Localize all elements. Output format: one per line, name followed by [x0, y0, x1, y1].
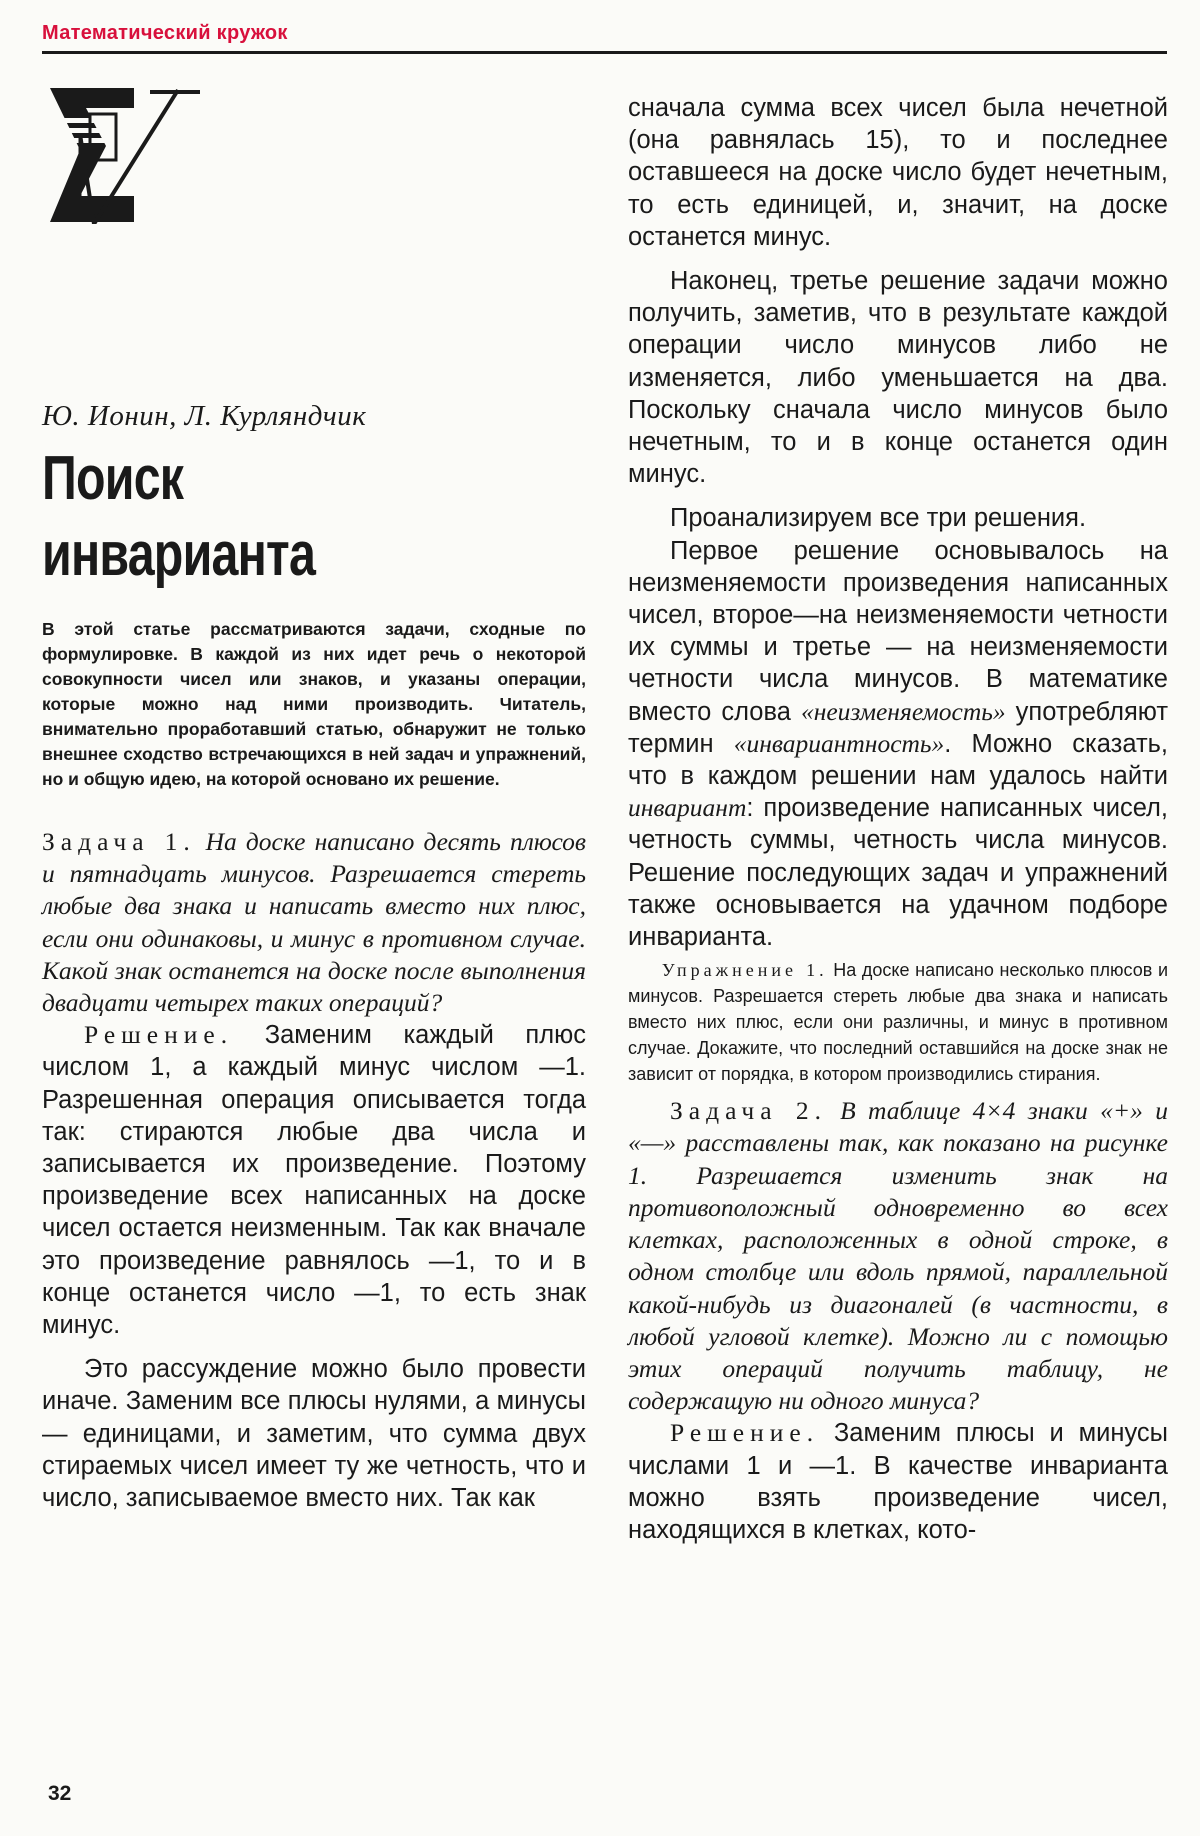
page-number: 32 — [48, 1782, 72, 1805]
title-line-1: Поиск — [42, 444, 184, 513]
article-title — [42, 441, 466, 593]
invariant-para-part-c: . Можно сказать, что в каждом решении нам удалось найти — [628, 729, 1168, 791]
term-invariance: «инвариантность» — [733, 728, 945, 758]
exercise-1-text: На доске написано несколько плюсов и минусов. Разрешается стереть любые два знака и написать вместо них плюс, если они различны, и минус в противном случае. Докажите, что последний оставшийся на доске знак не зависит от порядка, в котором производились стирания. — [628, 960, 1168, 1085]
solution-2-label: Решение. — [670, 1418, 820, 1448]
alternative-reasoning-continued: сначала сумма всех чисел была нечетной (она равнялась 15), то и последнее оставшееся на доске число будет нечетным, то есть единицей, и, значит, на доске останется минус. — [628, 94, 1168, 251]
title-line-2: инварианта — [42, 520, 316, 589]
alternative-reasoning: Это рассуждение можно было провести иначе. Заменим все плюсы нулями, а минусы — единицами, и заметим, что сумма двух стираемых чисел имеет ту же четность, что и число, записываемое вместо них. Так как — [42, 1355, 586, 1513]
problem-1-text: На доске написано десять плюсов и пятнадцать минусов. Разрешается стереть любые два знака и написать вместо них плюс, если они одинаковы, и минус в противном случае. Какой знак останется на доске после выполнения двадцати четырех таких операций? — [42, 827, 586, 1018]
section-title: Математический кружок — [42, 22, 288, 44]
exercise-1-label: Упражнение 1. — [661, 960, 828, 981]
left-column — [42, 400, 586, 1514]
problem-1 — [42, 826, 586, 1019]
solution-1-label: Решение. — [84, 1020, 234, 1050]
problem-2-text: В таблице 4×4 знаки «+» и «—» расставлены так, как показано на рисунке 1. Разрешается изменить знак на противоположный одновременно во всех клетках, расположенных в одной строке, в одном столбце или вдоль прямой, параллельной какой-нибудь из диагоналей (в частности, в любой угловой клетке). Можно ли с помощью этих операций получить таблицу, не содержащую ни одного минуса? — [628, 1096, 1168, 1416]
term-invariability: «неизменяемость» — [800, 696, 1006, 726]
term-invariant: инвариант — [628, 793, 747, 823]
invariant-paragraph — [628, 535, 1168, 954]
running-header — [42, 22, 1167, 54]
article-abstract: В этой статье рассматриваются задачи, сходные по формулировке. В каждой из них идет речь о некоторой совокупности чисел или знаков, и указаны операции, которые можно над ними производить. Читатель, внимательно проработавший статью, обнаружит не только внешнее сходство встречающихся в ней задач и упражнений, но и общую идею, на которой основано их решение. — [42, 619, 586, 789]
problem-1-label: Задача 1. — [42, 827, 196, 856]
problem-2-label: Задача 2. — [670, 1096, 828, 1126]
problem-2 — [628, 1095, 1168, 1417]
right-column — [628, 92, 1168, 1546]
invariant-para-part-b: употребляют термин — [628, 697, 1168, 758]
sigma-tick-logo-icon — [50, 84, 202, 224]
analysis-intro: Проанализируем все три решения. — [670, 504, 1087, 533]
solution-1-text: Заменим каждый плюс числом 1, а каждый минус числом —1. Разрешенная операция описывается тогда так: стираются любые два числа и записывается их произведение. Поэтому произведение всех написанных на доске чисел остается неизменным. Так как вначале это произведение равнялось —1, то и в конце останется число —1, то есть знак минус. — [42, 1021, 586, 1340]
solution-2 — [628, 1417, 1168, 1546]
invariant-para-part-d: : произведение написанных чисел, четность суммы, четность числа минусов. Решение последующих задач и упражнений также основывается на удачном подборе инварианта. — [628, 794, 1168, 952]
invariant-para-part-a: Первое решение основывалось на неизменяемости произведения написанных чисел, второе—на неизменяемости четности их суммы и третье — на неизменяемости четности числа минусов. В математике вместо слова — [628, 536, 1168, 726]
solution-2-text: Заменим плюсы и минусы числами 1 и —1. В качестве инварианта можно взять произведение чисел, находящихся в клетках, кото- — [628, 1419, 1168, 1544]
article-authors: Ю. Ионин, Л. Курляндчик — [42, 400, 367, 432]
third-solution: Наконец, третье решение задачи можно получить, заметив, что в результате каждой операции число минусов либо не изменяется, либо уменьшается на два. Поскольку сначала число минусов было нечетным, то и в конце останется один минус. — [628, 267, 1168, 489]
exercise-1 — [628, 957, 1168, 1087]
solution-1 — [42, 1019, 586, 1341]
